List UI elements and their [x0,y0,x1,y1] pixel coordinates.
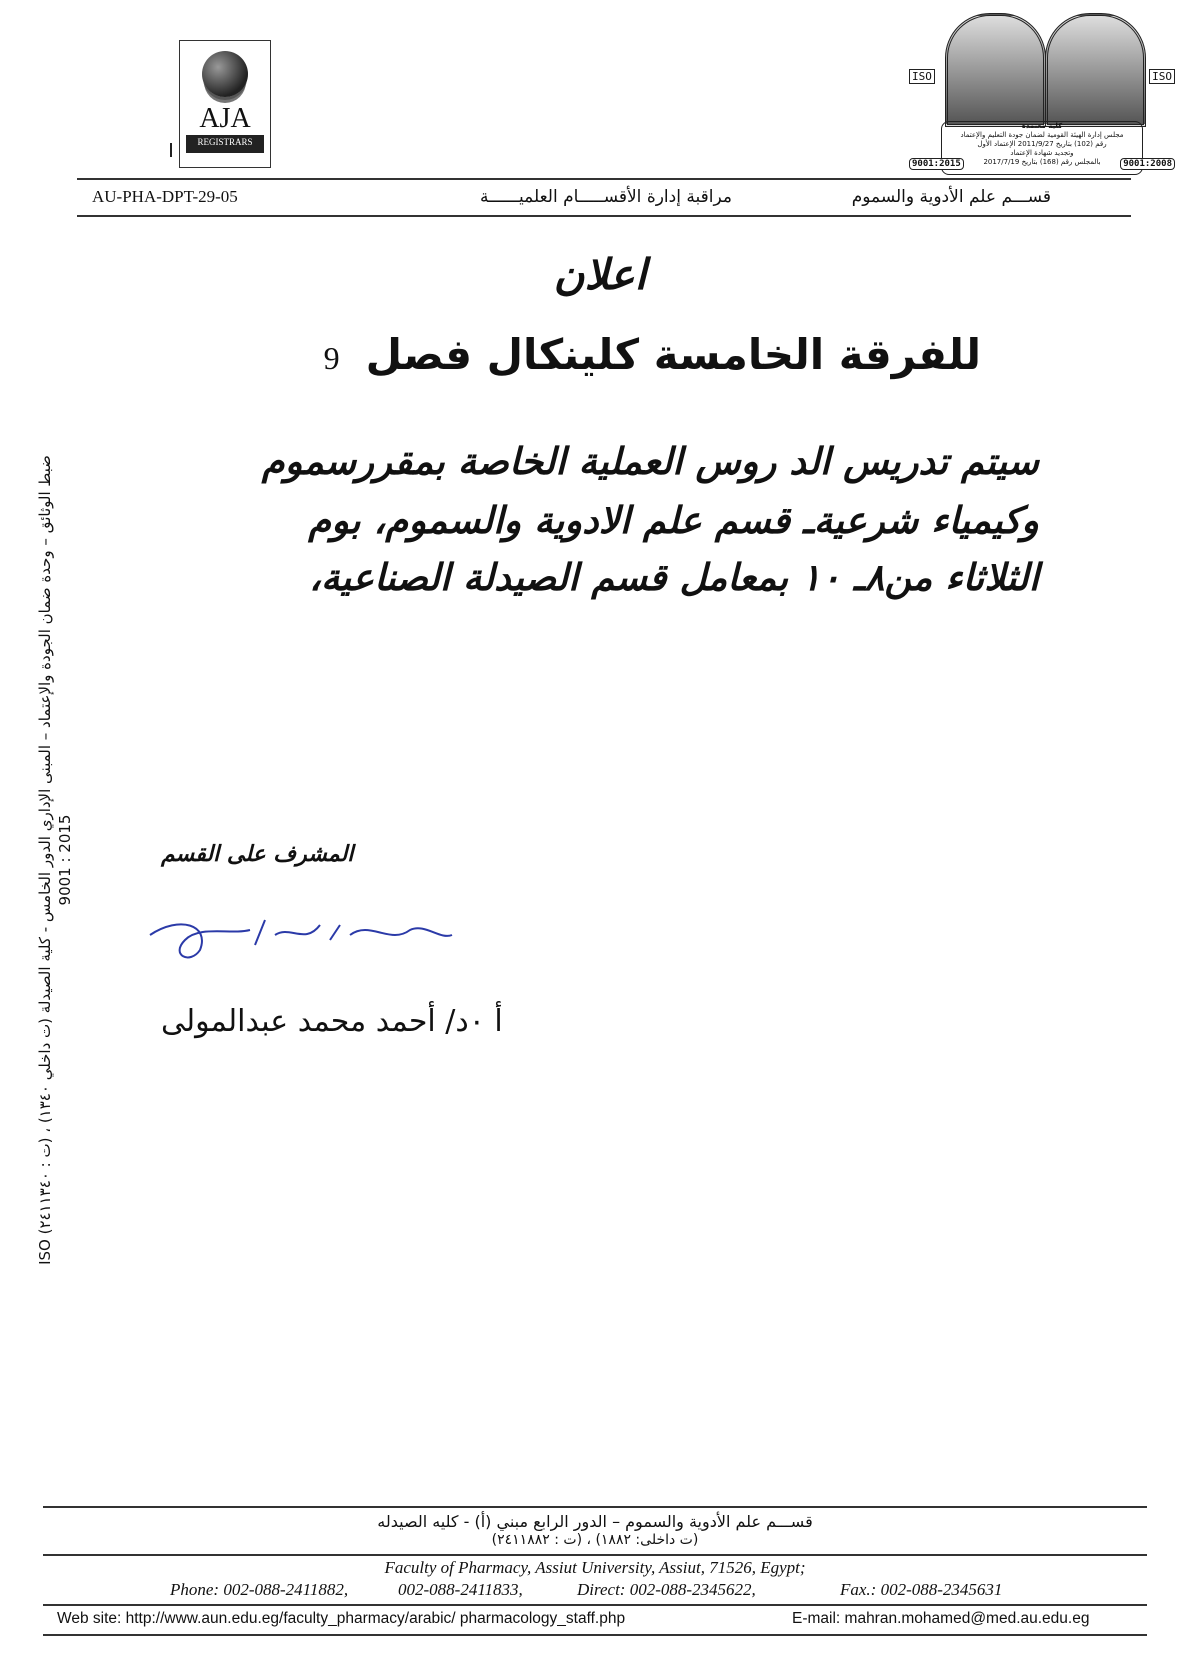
university-faculty-seal [909,13,1175,175]
subtitle-text: للفرقة الخامسة كلينكال فصل [365,330,981,379]
header-rule-bottom [77,215,1131,217]
subtitle-number: 9 [323,340,340,376]
footer-department-address: قســـم علم الأدوية والسموم – الدور الرابع مبني (أ) - كليه الصيدله [377,1512,813,1531]
body-line: وكيمياء شرعيةـ قسم علم الادوية والسموم، بوم [308,499,1039,542]
logo-divider [170,143,172,157]
aja-logo-subtitle: REGISTRARS [186,135,264,153]
supervisor-name: أ ٠د/ أحمد محمد عبدالمولى [161,1004,503,1039]
seal-line: رقم (102) بتاريخ 2011/9/27 الإعتماد الأول [977,140,1107,148]
footer-rule [43,1604,1147,1606]
body-line: الثلاثاء من٨ـ ١٠ بمعامل قسم الصيدلة الصناعية، [309,556,1039,599]
department-name: قســـم علم الأدوية والسموم [851,187,1051,207]
seal-line: بالمجلس رقم (168) بتاريخ 2017/7/19 [983,158,1101,166]
footer-email-link[interactable]: E-mail: mahran.mohamed@med.au.edu.eg [792,1610,1090,1627]
pharmacy-emblem [1045,13,1146,127]
footer-extension: (ت داخلى: ١٨٨٢) ، (ت : ٢٤١١٨٨٢) [491,1532,699,1548]
footer-faculty-address: Faculty of Pharmacy, Assiut University, Assiut, 71526, Egypt; [384,1558,806,1577]
seal-line: مجلس إدارة الهيئة القومية لضمان جودة التعليم والإعتماد [960,131,1124,139]
assiut-university-emblem [945,13,1046,127]
accreditation-text [941,121,1143,175]
header-center-text: مراقبة إدارة الأقســـــام العلميــــــة [480,187,732,207]
iso-label-left: ISO [909,69,935,84]
iso-standard-left: 9001:2015 [909,158,964,170]
aja-registrars-logo [179,40,271,168]
seal-line: وتجديد شهادة الإعتماد [1010,149,1074,157]
announcement-subtitle [324,330,981,379]
side-document-control-note [35,430,75,1290]
footer-rule [43,1554,1147,1556]
side-note-line: ضبط الوثائق – وحدة ضمان الجودة والإعتماد – المبنى الإداري الدور الخامس - كلية الصيدلة (ت داخلي ١٣٤٠) ، (ت : ٢٤١١٣٤٠) ISO [36,455,54,1265]
header-rule-top [77,178,1131,180]
globe-icon [202,51,248,97]
footer-direct: Direct: 002-088-2345622, [577,1580,756,1599]
seal-line: كلية معتمدة [1021,122,1063,130]
supervisor-role: المشرف على القسم [161,842,354,867]
footer-rule [43,1506,1147,1508]
announcement-title: اعلان [553,250,647,299]
document-code: AU-PHA-DPT-29-05 [92,187,238,206]
iso-label-right: ISO [1149,69,1175,84]
side-note-line: 9001 : 2015 [56,814,74,906]
footer-phone: Phone: 002-088-2411882, [170,1580,349,1599]
footer-fax: Fax.: 002-088-2345631 [840,1580,1003,1599]
footer-website-link[interactable]: Web site: http://www.aun.edu.eg/faculty_pharmacy/arabic/ pharmacology_staff.php [57,1610,626,1627]
footer-phone-2: 002-088-2411833, [398,1580,523,1599]
footer-rule [43,1634,1147,1636]
aja-logo-name: AJA [199,103,251,134]
iso-standard-right: 9001:2008 [1120,158,1175,170]
body-line: سيتم تدريس الد روس العملية الخاصة بمقررسموم [261,440,1039,483]
handwritten-signature [140,905,460,975]
